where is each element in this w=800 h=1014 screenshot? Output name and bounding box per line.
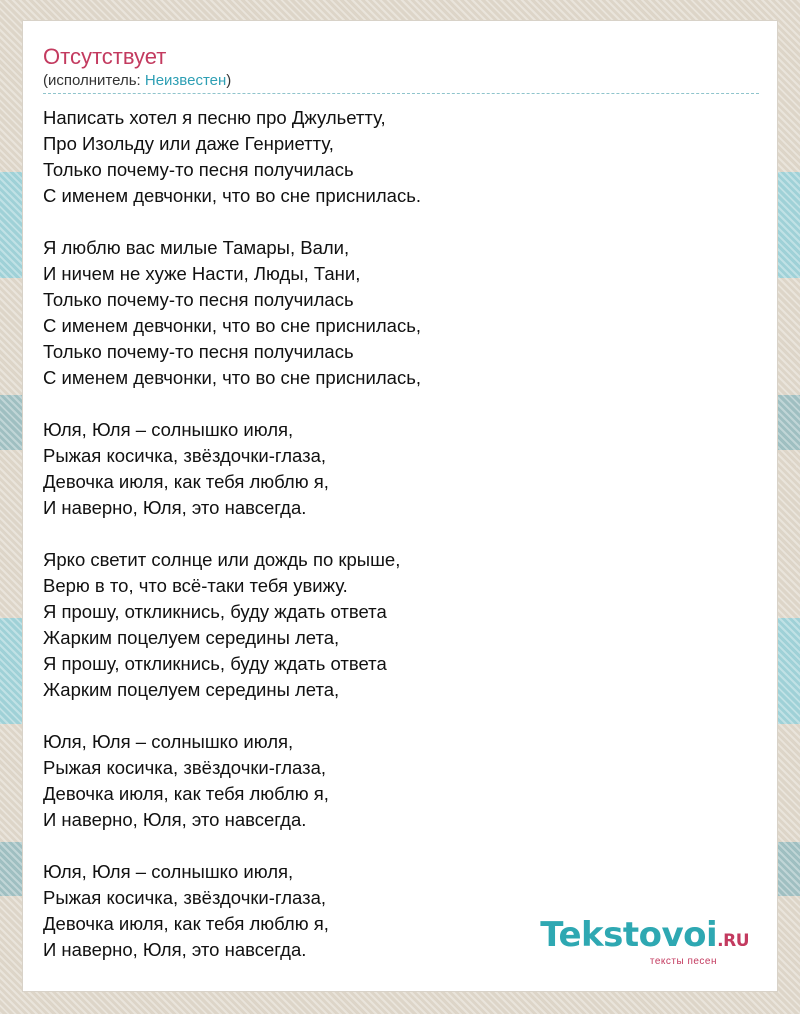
lyrics-line: Верю в то, что всё-таки тебя увижу. — [43, 575, 348, 596]
lyrics-line: Про Изольду или даже Генриетту, — [43, 133, 334, 154]
song-title: Отсутствует — [43, 44, 167, 69]
artist-prefix: (исполнитель: — [43, 72, 145, 89]
lyrics-line: И наверно, Юля, это навсегда. — [43, 939, 307, 960]
lyrics-line: Только почему-то песня получилась — [43, 341, 354, 362]
lyrics-stanza — [43, 729, 759, 833]
lyrics-line: И наверно, Юля, это навсегда. — [43, 497, 307, 518]
lyrics-line: Рыжая косичка, звёздочки-глаза, — [43, 757, 327, 778]
artist-line — [43, 71, 759, 91]
lyrics-stanza — [43, 417, 759, 521]
lyrics-line: Юля, Юля – солнышко июля, — [43, 419, 294, 440]
lyrics-line: И наверно, Юля, это навсегда. — [43, 809, 307, 830]
lyrics-line: Только почему-то песня получилась — [43, 159, 354, 180]
lyrics-line: Жарким поцелуем середины лета, — [43, 679, 340, 700]
lyrics-line: Я люблю вас милые Тамары, Вали, — [43, 237, 350, 258]
logo-wordmark: Tekstovoi — [540, 915, 718, 955]
lyrics-line: И ничем не хуже Насти, Люды, Тани, — [43, 263, 361, 284]
lyrics-line: Рыжая косичка, звёздочки-глаза, — [43, 887, 327, 908]
lyrics-line: Девочка июля, как тебя люблю я, — [43, 471, 329, 492]
lyrics-line: Девочка июля, как тебя люблю я, — [43, 913, 329, 934]
lyrics-card — [22, 20, 778, 992]
artist-suffix: ) — [226, 72, 232, 89]
lyrics-line: С именем девчонки, что во сне приснилась, — [43, 315, 421, 336]
lyrics-stanza — [43, 235, 759, 391]
logo-tld: .RU — [717, 931, 749, 951]
site-logo[interactable] — [540, 917, 749, 967]
lyrics-line: Девочка июля, как тебя люблю я, — [43, 783, 329, 804]
lyrics-line: Юля, Юля – солнышко июля, — [43, 861, 294, 882]
lyrics-line: С именем девчонки, что во сне приснилась, — [43, 367, 421, 388]
lyrics-text — [43, 105, 759, 989]
lyrics-line: Жарким поцелуем середины лета, — [43, 627, 340, 648]
song-header — [43, 43, 759, 91]
lyrics-stanza — [43, 547, 759, 703]
lyrics-line: Юля, Юля – солнышко июля, — [43, 731, 294, 752]
lyrics-line: Ярко светит солнце или дождь по крыше, — [43, 549, 401, 570]
lyrics-line: Я прошу, откликнись, буду ждать ответа — [43, 601, 387, 622]
header-divider — [43, 93, 759, 94]
lyrics-line: Написать хотел я песню про Джульетту, — [43, 107, 386, 128]
lyrics-line: Я прошу, откликнись, буду ждать ответа — [43, 653, 387, 674]
lyrics-line: С именем девчонки, что во сне приснилась. — [43, 185, 421, 206]
lyrics-stanza — [43, 105, 759, 209]
lyrics-line: Только почему-то песня получилась — [43, 289, 354, 310]
logo-tagline: тексты песен — [649, 956, 717, 967]
lyrics-line: Рыжая косичка, звёздочки-глаза, — [43, 445, 327, 466]
artist-link[interactable]: Неизвестен — [144, 72, 227, 89]
